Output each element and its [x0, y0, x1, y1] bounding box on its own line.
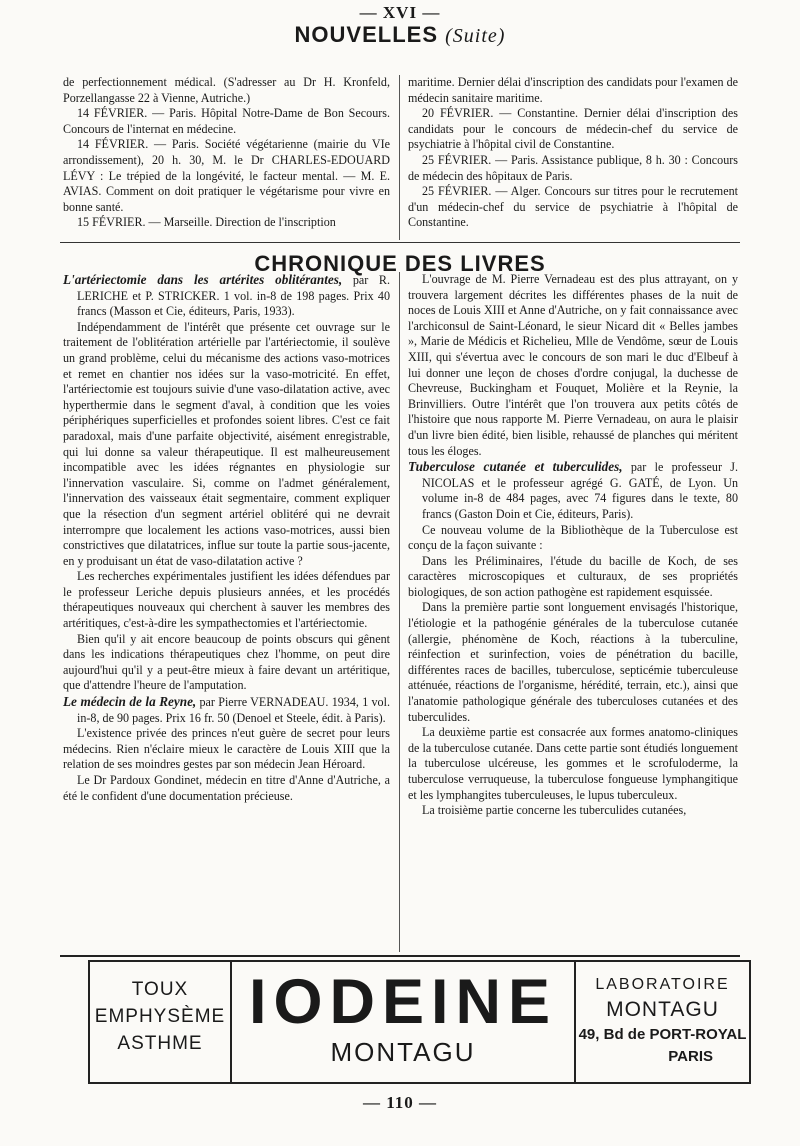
- advert-brand-name: IODEINE: [248, 967, 558, 1037]
- advert-brand-block: [232, 962, 576, 1082]
- advert-rule: [60, 955, 740, 957]
- books-column-right: [408, 272, 738, 819]
- advert-laboratory: [576, 962, 749, 1082]
- advert-lab-line: LABORATOIRE: [595, 976, 730, 993]
- news-entry: maritime. Dernier délai d'inscription des candidats pour l'examen de médecin sanitaire maritime.: [408, 75, 738, 105]
- book-heading: [63, 272, 390, 320]
- book-title: Tuberculose cutanée et tuberculides,: [408, 459, 623, 475]
- page-folio-top: — XVI —: [359, 3, 441, 22]
- advert-indication: ASTHME: [117, 1033, 203, 1054]
- news-entry: 14 FÉVRIER. — Paris. Hôpital Notre-Dame de Bon Secours. Concours de l'internat en médecine.: [63, 106, 390, 136]
- review-paragraph: Les recherches expérimentales justifient les idées défendues par le professeur Leriche depuis plusieurs années, et les procédés thérapeutiques nouveaux qui cherchent à sauver les membres des artéritiques, c'est-à-dire les sympathectomies et l'artériectomie.: [63, 569, 390, 631]
- review-paragraph: L'existence privée des princes n'eut guère de secret pour leurs médecins. Rien n'éclaire mieux le caractère de Louis XIII que la relation de ses moindres gestes par son médecin Jean Héroard.: [63, 726, 390, 772]
- column-divider: [399, 272, 400, 952]
- section-title-chronique: CHRONIQUE DES LIVRES: [254, 251, 546, 276]
- review-paragraph: Indépendamment de l'intérêt que présente cet ouvrage sur le traitement de l'oblitération artérielle par l'artériectomie, il soulève un grand problème, celui du mécanisme des actions vaso-motrices et remet en chantier nos idées sur la vaso-motricité. En effet, l'artériectomie est toujours suivie d'une vaso-dilatation active, avec hyperthermie dans le segment d'aval, à condition que les voies périphériques superficielles et profondes soient libres. C'est ce fait paradoxal, mais d'une parfaite objectivité, aisément enregistrable, qui lui donne sa valeur thérapeutique. Il est malheureusement incompatible avec les idées régnantes en physiologie sur l'innervation vasculaire. Si, comme on l'admet généralement, l'innervation des vaisseaux était segmentaire, comment expliquer que la résection d'un segment artériel oblitéré qui ne devrait interrompre que localement les actions vaso-motrices, aussi bien constrictives que dilatatrices, influe sur toute la partie sous-jacente, en y produisant un état de vaso-dilatation active ?: [63, 319, 390, 568]
- news-entry: 14 FÉVRIER. — Paris. Société végétarienne (mairie du VIe arrondissement), 20 h. 30, M. le Dr CHARLES-EDOUARD LÉVY : Le trépied de la longévité, le facteur mental. — M. E. AVIAS. Comment on doit pratiquer le végétarisme pour vivre en bonne santé.: [63, 137, 390, 214]
- book-title: Le médecin de la Reyne,: [63, 694, 197, 710]
- book-heading: [408, 459, 738, 522]
- section-suite-text: (Suite): [445, 25, 506, 47]
- advert-indication: EMPHYSÈME: [94, 1006, 226, 1027]
- book-heading: [63, 694, 390, 726]
- review-paragraph: Dans la première partie sont longuement envisagés l'historique, l'étiologie et la pathogénie générales de la tuberculose cutanée (allergie, phénomène de Koch, réactions à la tuberculine, réinfection et surinfection, voies de pénétration du bacille, différentes races de bacilles, tuberculose, septicémie tuberculeuse atténuée, réactions de l'organisme, hérédité, terrain, etc.), ainsi que l'anatomie pathologique générale des tuberculoses cutanées et des tuberculides.: [408, 600, 738, 724]
- news-entry: 15 FÉVRIER. — Marseille. Direction de l'inscription: [77, 215, 336, 230]
- news-entry: 25 FÉVRIER. — Paris. Assistance publique, 8 h. 30 : Concours de médecin des hôpitaux de Paris.: [408, 152, 738, 183]
- section-title-nouvelles: [0, 22, 800, 48]
- book-citation: par le professeur J. NICOLAS et le professeur agrégé G. GATÉ, de Lyon. Un volume in-8 de 484 pages, avec 74 figures dans le texte, 80 francs (Gaston Doin et Cie, éditeurs, Paris).: [422, 460, 738, 521]
- advert-brand-maker: MONTAGU: [330, 1037, 476, 1067]
- advert-indications: [90, 962, 232, 1082]
- page-folio-bottom: — 110 —: [362, 1093, 438, 1112]
- book-citation: par Pierre VERNADEAU. 1934, 1 vol. in-8, de 90 pages. Prix 16 fr. 50 (Denoel et Steele, édit. à Paris).: [77, 695, 390, 725]
- advertisement-iodeine: [88, 960, 751, 1084]
- review-paragraph: Ce nouveau volume de la Bibliothèque de la Tuberculose est conçu de la façon suivante :: [408, 522, 738, 553]
- review-paragraph: Le Dr Pardoux Gondinet, médecin en titre d'Anne d'Autriche, a été le confident d'une documentation précieuse.: [63, 773, 390, 803]
- review-paragraph: La troisième partie concerne les tuberculides cutanées,: [422, 803, 687, 818]
- column-divider: [399, 75, 400, 240]
- advert-lab-name: MONTAGU: [606, 998, 719, 1021]
- advert-lab-address: 49, Bd de PORT-ROYAL: [578, 1026, 747, 1043]
- section-title-text: NOUVELLES: [294, 22, 439, 47]
- review-paragraph: Dans les Préliminaires, l'étude du bacille de Koch, de ses caractères microscopiques et culturaux, de ses propriétés biologiques, de son action pathogène est rapidement esquissée.: [408, 553, 738, 599]
- books-column-left: [63, 272, 390, 804]
- advert-indication: TOUX: [131, 979, 189, 1000]
- news-entry: de perfectionnement médical. (S'adresser au Dr H. Kronfeld, Porzellangasse 22 à Vienne, Autriche.): [63, 75, 390, 105]
- news-entry: 20 FÉVRIER. — Constantine. Dernier délai d'inscription des candidats pour le concours de médecin-chef du service de psychiatrie à l'hôpital civil de Constantine.: [408, 106, 738, 152]
- news-column-left: [63, 75, 390, 231]
- book-title: L'artériectomie dans les artérites oblitérantes,: [63, 272, 343, 287]
- advert-lab-city: PARIS: [668, 1048, 713, 1065]
- news-entry: 25 FÉVRIER. — Alger. Concours sur titres pour le recrutement d'un médecin-chef du service de psychiatrie à l'hôpital de Constantine.: [408, 184, 738, 230]
- review-paragraph: L'ouvrage de M. Pierre Vernadeau est des plus attrayant, on y trouvera largement décrites les différentes phases de la nuit de noces de Louis XIII et Anne d'Autriche, on y fait connaissance avec l'archiconsul de Saint-Léonard, le sieur Nicard dit « Belles jambes », Marie de Médicis et Richelieu, Mlle de Vendôme, sœur de Louis XIII, qui s'évertua avec le concours de son mari le duc d'Elbeuf à lui donner une leçon de choses d'ordre conjugal, la duchesse de Chevreuse, Buckingham et Fouquet, Molière et la Reynie, la Brinvilliers. Outre l'intérêt que l'on trouvera aux petits côtés de l'histoire que nous rapporte M. Pierre Vernadeau, on aura le plaisir d'un livre bien édité, bien lisible, rehaussé de planches qui méritent tous les éloges.: [408, 272, 738, 458]
- review-paragraph: Bien qu'il y ait encore beaucoup de points obscurs qui gênent dans les indications thérapeutiques chez l'homme, on peut dire aujourd'hui qu'il y a peut-être mieux à faire devant un artéritique, que d'attendre l'heure de l'amputation.: [63, 631, 390, 693]
- news-column-right: [408, 75, 738, 231]
- review-paragraph: La deuxième partie est consacrée aux formes anatomo-cliniques de la tuberculose cutanée. Dans cette partie sont étudiés longuement la tuberculose ulcéreuse, les gommes et le scrofuloderme, la tuberculose verruqueuse, la tuberculose fongueuse lymphangitique et les lymphangites tuberculeuses, le lupus tuberculeux.: [408, 725, 738, 802]
- book-citation: par R. LERICHE et P. STRICKER. 1 vol. in-8 de 198 pages. Prix 40 francs (Masson et Cie, éditeurs, Paris, 1933).: [77, 273, 390, 319]
- section-divider: [60, 242, 740, 243]
